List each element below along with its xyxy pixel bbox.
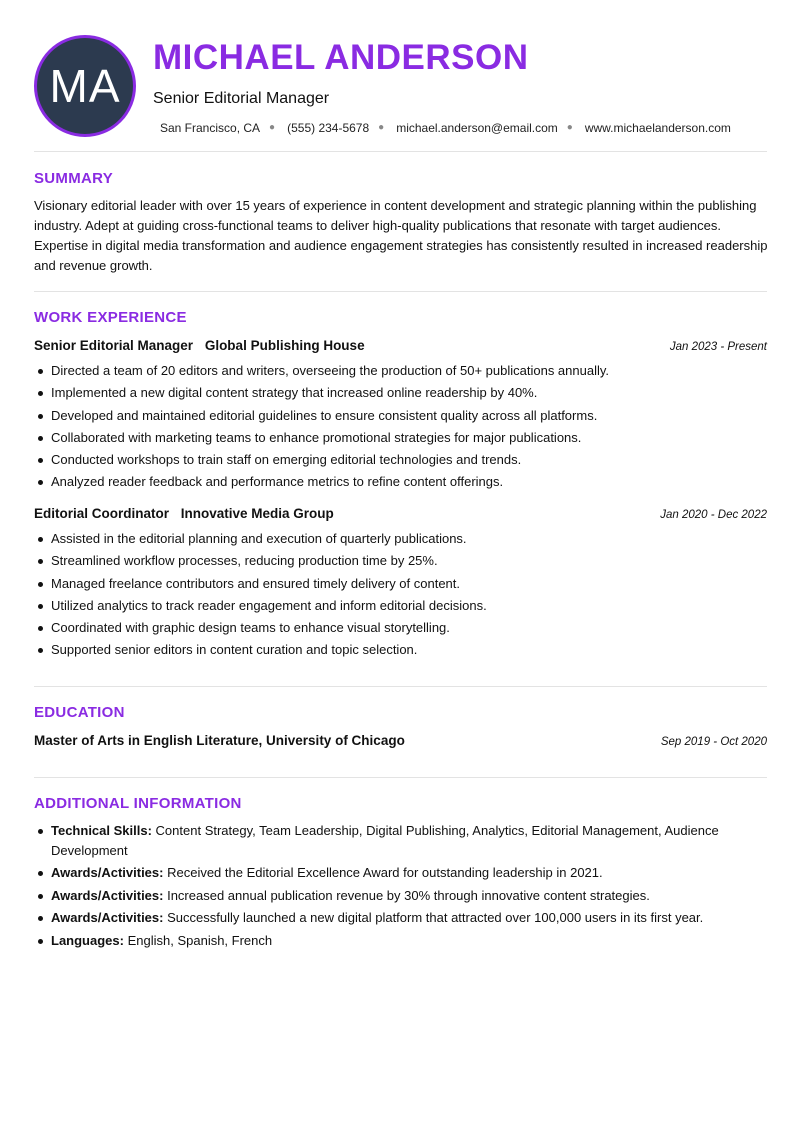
job-bullets	[34, 360, 767, 494]
item-label: Languages:	[51, 932, 124, 948]
education-heading: EDUCATION	[34, 704, 125, 721]
list-item: Utilized analytics to track reader engagement and inform editorial decisions.	[34, 595, 767, 617]
contact-website[interactable]: www.michaelanderson.com	[584, 121, 731, 135]
summary-text: Visionary editorial leader with over 15 years of experience in content development and strategic planning within the publishing industry. Adept at guiding cross-functional teams to deliver high-quality publications that resonate with target audiences. Expertise in digital media transformation and audience engagement strategies has consistently resulted in increased readership and revenue growth.	[34, 198, 768, 273]
list-item: Supported senior editors in content curation and topic selection.	[34, 639, 767, 661]
divider	[34, 291, 767, 292]
list-item	[34, 931, 767, 951]
avatar	[34, 35, 136, 137]
job-header	[34, 505, 767, 524]
item-text: Received the Editorial Excellence Award for outstanding leadership in 2021.	[167, 865, 603, 880]
education-entry	[34, 733, 767, 748]
item-text: English, Spanish, French	[127, 932, 273, 948]
job-role: Senior Editorial Manager	[34, 338, 194, 353]
item-text: Increased annual publication revenue by 30% through innovative content strategies.	[167, 887, 650, 903]
divider	[34, 686, 767, 687]
list-item: Developed and maintained editorial guidelines to ensure consistent quality across all platforms.	[34, 405, 767, 427]
list-item	[34, 886, 767, 906]
list-item: Conducted workshops to train staff on emerging editorial technologies and trends.	[34, 449, 767, 471]
contact-phone[interactable]: (555) 234-5678	[287, 121, 370, 135]
item-label: Awards/Activities:	[51, 887, 164, 903]
work-experience-heading: WORK EXPERIENCE	[34, 309, 187, 326]
bullet-separator: ●	[269, 122, 276, 133]
divider	[34, 777, 767, 778]
bullet-separator: ●	[566, 122, 573, 133]
job-company: Innovative Media Group	[180, 506, 334, 521]
list-item: Implemented a new digital content strategy that increased online readership by 40%.	[34, 382, 767, 404]
list-item: Analyzed reader feedback and performance metrics to refine content offerings.	[34, 471, 767, 493]
list-item	[34, 821, 767, 860]
job-title: Senior Editorial Manager	[153, 90, 330, 107]
job-bullets	[34, 528, 767, 662]
contact-location: San Francisco, CA	[160, 121, 261, 135]
list-item: Streamlined workflow processes, reducing production time by 25%.	[34, 550, 767, 572]
summary-heading: SUMMARY	[34, 170, 114, 187]
list-item: Coordinated with graphic design teams to enhance visual storytelling.	[34, 617, 767, 639]
list-item: Managed freelance contributors and ensured timely delivery of content.	[34, 573, 767, 595]
item-label: Awards/Activities:	[51, 910, 164, 925]
education-dates: Sep 2019 - Oct 2020	[660, 736, 767, 748]
contact-email[interactable]: michael.anderson@email.com	[396, 121, 558, 135]
list-item: Directed a team of 20 editors and writers, overseeing the production of 50+ publications annually.	[34, 360, 767, 382]
item-text: Content Strategy, Team Leadership, Digital Publishing, Analytics, Editorial Management, Audience Development	[51, 823, 719, 858]
contact-line	[160, 120, 731, 136]
bullet-separator: ●	[378, 122, 385, 133]
divider	[34, 151, 767, 152]
additional-info-heading: ADDITIONAL INFORMATION	[34, 795, 242, 812]
additional-info-list	[34, 821, 767, 953]
item-label: Technical Skills:	[51, 823, 152, 838]
job-header	[34, 337, 767, 356]
list-item: Assisted in the editorial planning and execution of quarterly publications.	[34, 528, 767, 550]
candidate-name: MICHAEL ANDERSON	[153, 38, 529, 77]
list-item	[34, 908, 767, 928]
item-label: Awards/Activities:	[51, 865, 164, 880]
avatar-initials: MA	[49, 60, 121, 112]
job-role: Editorial Coordinator	[34, 506, 169, 521]
job-dates: Jan 2023 - Present	[669, 341, 767, 353]
list-item: Collaborated with marketing teams to enhance promotional strategies for major publications.	[34, 427, 767, 449]
education-degree: Master of Arts in English Literature, University of Chicago	[34, 733, 405, 748]
item-text: Successfully launched a new digital platform that attracted over 100,000 users in its first year.	[167, 910, 704, 925]
list-item	[34, 863, 767, 883]
job-dates: Jan 2020 - Dec 2022	[660, 509, 767, 521]
job-company: Global Publishing House	[204, 338, 365, 353]
